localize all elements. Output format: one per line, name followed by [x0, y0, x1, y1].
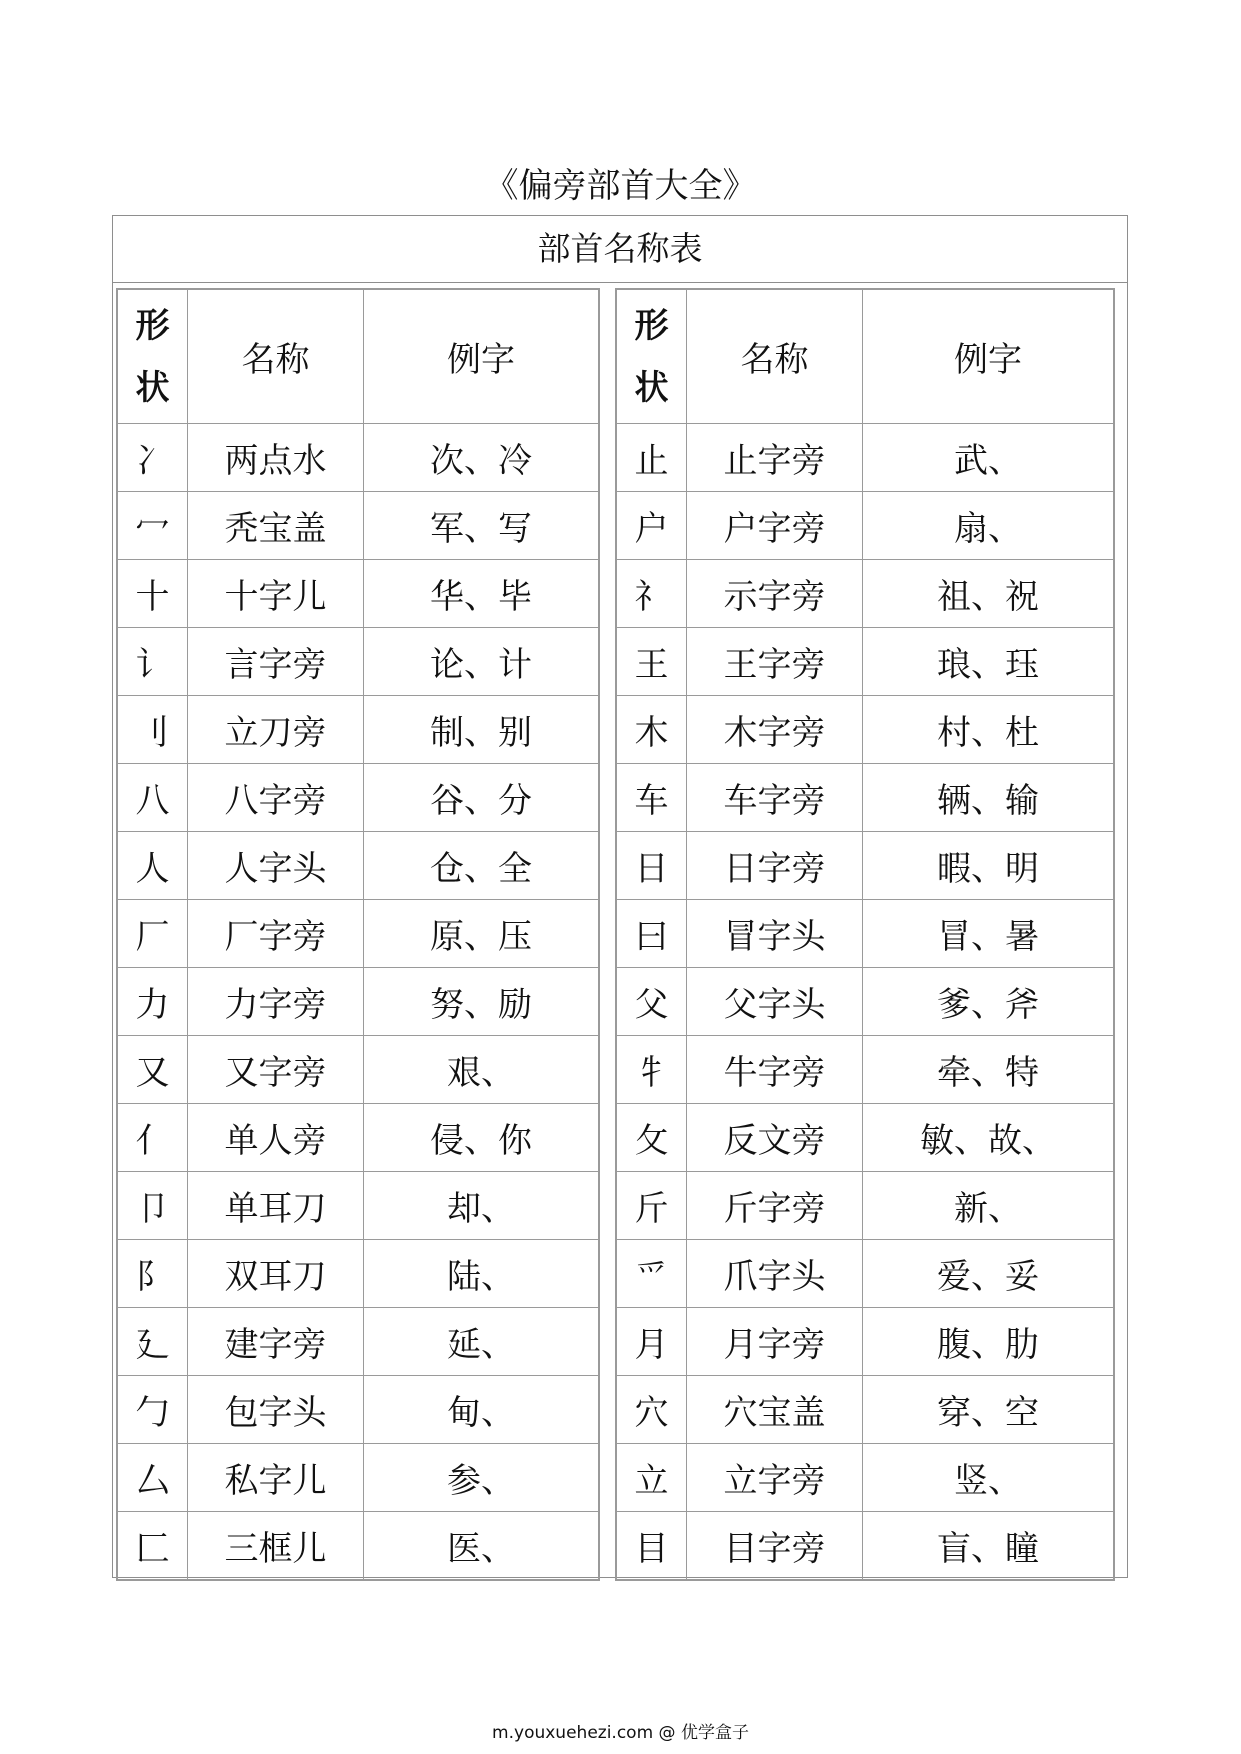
radical-shape-cell: 斤: [616, 1172, 687, 1240]
example-header: 例字: [364, 289, 600, 424]
example-chars-cell: 制、别: [364, 696, 600, 764]
table-row: [616, 1172, 1114, 1240]
radical-shape-cell: 卩: [117, 1172, 188, 1240]
radical-table-right: [615, 288, 1115, 1581]
example-chars-cell: 暇、明: [863, 832, 1115, 900]
example-chars-cell: 甸、: [364, 1376, 600, 1444]
table-row: [117, 1444, 599, 1512]
radical-name-cell: 王字旁: [687, 628, 863, 696]
radical-name-cell: 立字旁: [687, 1444, 863, 1512]
radical-name-cell: 私字儿: [188, 1444, 364, 1512]
table-row: [616, 1376, 1114, 1444]
table-row: [616, 1308, 1114, 1376]
table-row: [117, 1308, 599, 1376]
table-row: [616, 1036, 1114, 1104]
table-row: [616, 968, 1114, 1036]
radical-name-cell: 力字旁: [188, 968, 364, 1036]
radical-name-cell: 父字头: [687, 968, 863, 1036]
radical-shape-cell: 爫: [616, 1240, 687, 1308]
header-row: [117, 289, 599, 424]
example-header: 例字: [863, 289, 1115, 424]
example-chars-cell: 次、冷: [364, 424, 600, 492]
radical-name-cell: 八字旁: [188, 764, 364, 832]
example-chars-cell: 祖、祝: [863, 560, 1115, 628]
radical-shape-cell: 目: [616, 1512, 687, 1581]
radical-table-container: [112, 215, 1128, 1578]
radical-name-cell: 言字旁: [188, 628, 364, 696]
table-row: [616, 832, 1114, 900]
table-row: [117, 1172, 599, 1240]
radical-name-cell: 日字旁: [687, 832, 863, 900]
radical-shape-cell: 厂: [117, 900, 188, 968]
name-header: 名称: [687, 289, 863, 424]
table-row: [117, 832, 599, 900]
example-chars-cell: 穿、空: [863, 1376, 1115, 1444]
radical-shape-cell: 冫: [117, 424, 188, 492]
radical-name-cell: 十字儿: [188, 560, 364, 628]
radical-shape-cell: 十: [117, 560, 188, 628]
radical-name-cell: 冒字头: [687, 900, 863, 968]
table-row: [616, 1444, 1114, 1512]
radical-shape-cell: 牜: [616, 1036, 687, 1104]
table-row: [117, 1104, 599, 1172]
radical-name-cell: 厂字旁: [188, 900, 364, 968]
example-chars-cell: 陆、: [364, 1240, 600, 1308]
radical-shape-cell: 亻: [117, 1104, 188, 1172]
radical-shape-cell: 曰: [616, 900, 687, 968]
table-caption: 部首名称表: [113, 216, 1127, 283]
right-rows: [616, 424, 1114, 1581]
table-row: [616, 560, 1114, 628]
table-row: [117, 1036, 599, 1104]
footer-watermark: m.youxuehezi.com @ 优学盒子: [492, 1723, 749, 1743]
example-chars-cell: 竖、: [863, 1444, 1115, 1512]
radical-name-cell: 示字旁: [687, 560, 863, 628]
radical-name-cell: 爪字头: [687, 1240, 863, 1308]
radical-name-cell: 户字旁: [687, 492, 863, 560]
table-row: [616, 424, 1114, 492]
radical-name-cell: 斤字旁: [687, 1172, 863, 1240]
table-row: [616, 1240, 1114, 1308]
example-chars-cell: 军、写: [364, 492, 600, 560]
table-row: [117, 424, 599, 492]
example-chars-cell: 华、毕: [364, 560, 600, 628]
table-row: [616, 1104, 1114, 1172]
shape-header: 形状: [117, 289, 188, 424]
radical-name-cell: 车字旁: [687, 764, 863, 832]
radical-shape-cell: 匚: [117, 1512, 188, 1581]
radical-shape-cell: 户: [616, 492, 687, 560]
example-chars-cell: 艰、: [364, 1036, 600, 1104]
radical-shape-cell: 穴: [616, 1376, 687, 1444]
table-row: [117, 764, 599, 832]
radical-name-cell: 反文旁: [687, 1104, 863, 1172]
radical-shape-cell: 八: [117, 764, 188, 832]
radical-shape-cell: 人: [117, 832, 188, 900]
radical-shape-cell: 冖: [117, 492, 188, 560]
radical-name-cell: 两点水: [188, 424, 364, 492]
example-chars-cell: 爹、斧: [863, 968, 1115, 1036]
table-row: [616, 696, 1114, 764]
table-row: [117, 492, 599, 560]
example-chars-cell: 原、压: [364, 900, 600, 968]
example-chars-cell: 新、: [863, 1172, 1115, 1240]
table-row: [117, 900, 599, 968]
table-row: [117, 1240, 599, 1308]
table-row: [616, 764, 1114, 832]
radical-shape-cell: 车: [616, 764, 687, 832]
example-chars-cell: 村、杜: [863, 696, 1115, 764]
example-chars-cell: 牵、特: [863, 1036, 1115, 1104]
radical-name-cell: 木字旁: [687, 696, 863, 764]
radical-shape-cell: 止: [616, 424, 687, 492]
table-row: [616, 1512, 1114, 1581]
radical-name-cell: 月字旁: [687, 1308, 863, 1376]
shape-header: 形状: [616, 289, 687, 424]
example-chars-cell: 医、: [364, 1512, 600, 1581]
radical-name-cell: 牛字旁: [687, 1036, 863, 1104]
example-chars-cell: 仓、全: [364, 832, 600, 900]
radical-name-cell: 包字头: [188, 1376, 364, 1444]
example-chars-cell: 敏、故、: [863, 1104, 1115, 1172]
example-chars-cell: 延、: [364, 1308, 600, 1376]
example-chars-cell: 武、: [863, 424, 1115, 492]
radical-shape-cell: 父: [616, 968, 687, 1036]
left-rows: [117, 424, 599, 1581]
table-row: [117, 968, 599, 1036]
radical-name-cell: 建字旁: [188, 1308, 364, 1376]
example-chars-cell: 论、计: [364, 628, 600, 696]
radical-name-cell: 立刀旁: [188, 696, 364, 764]
example-chars-cell: 努、励: [364, 968, 600, 1036]
radical-name-cell: 三框儿: [188, 1512, 364, 1581]
radical-shape-cell: 攵: [616, 1104, 687, 1172]
radical-table-left: [116, 288, 600, 1581]
header-row: [616, 289, 1114, 424]
radical-shape-cell: 力: [117, 968, 188, 1036]
radical-name-cell: 又字旁: [188, 1036, 364, 1104]
radical-shape-cell: 讠: [117, 628, 188, 696]
radical-name-cell: 秃宝盖: [188, 492, 364, 560]
radical-shape-cell: 厶: [117, 1444, 188, 1512]
table-row: [117, 1512, 599, 1581]
radical-shape-cell: 又: [117, 1036, 188, 1104]
radical-name-cell: 穴宝盖: [687, 1376, 863, 1444]
radical-shape-cell: 日: [616, 832, 687, 900]
document-title: 《偏旁部首大全》: [484, 166, 757, 206]
radical-name-cell: 止字旁: [687, 424, 863, 492]
radical-shape-cell: 王: [616, 628, 687, 696]
radical-shape-cell: 廴: [117, 1308, 188, 1376]
example-chars-cell: 侵、你: [364, 1104, 600, 1172]
example-chars-cell: 爱、妥: [863, 1240, 1115, 1308]
table-row: [117, 560, 599, 628]
radical-name-cell: 单耳刀: [188, 1172, 364, 1240]
table-row: [117, 1376, 599, 1444]
radical-shape-cell: 刂: [117, 696, 188, 764]
radical-name-cell: 双耳刀: [188, 1240, 364, 1308]
example-chars-cell: 扇、: [863, 492, 1115, 560]
table-row: [616, 900, 1114, 968]
table-row: [117, 628, 599, 696]
radical-shape-cell: 阝: [117, 1240, 188, 1308]
example-chars-cell: 琅、珏: [863, 628, 1115, 696]
table-row: [117, 696, 599, 764]
radical-name-cell: 单人旁: [188, 1104, 364, 1172]
radical-name-cell: 目字旁: [687, 1512, 863, 1581]
name-header: 名称: [188, 289, 364, 424]
example-chars-cell: 腹、肋: [863, 1308, 1115, 1376]
example-chars-cell: 却、: [364, 1172, 600, 1240]
radical-shape-cell: 木: [616, 696, 687, 764]
radical-shape-cell: 月: [616, 1308, 687, 1376]
radical-shape-cell: 礻: [616, 560, 687, 628]
example-chars-cell: 辆、输: [863, 764, 1115, 832]
example-chars-cell: 盲、瞳: [863, 1512, 1115, 1581]
radical-name-cell: 人字头: [188, 832, 364, 900]
example-chars-cell: 冒、暑: [863, 900, 1115, 968]
table-row: [616, 628, 1114, 696]
example-chars-cell: 谷、分: [364, 764, 600, 832]
radical-shape-cell: 立: [616, 1444, 687, 1512]
example-chars-cell: 参、: [364, 1444, 600, 1512]
radical-shape-cell: 勹: [117, 1376, 188, 1444]
table-row: [616, 492, 1114, 560]
